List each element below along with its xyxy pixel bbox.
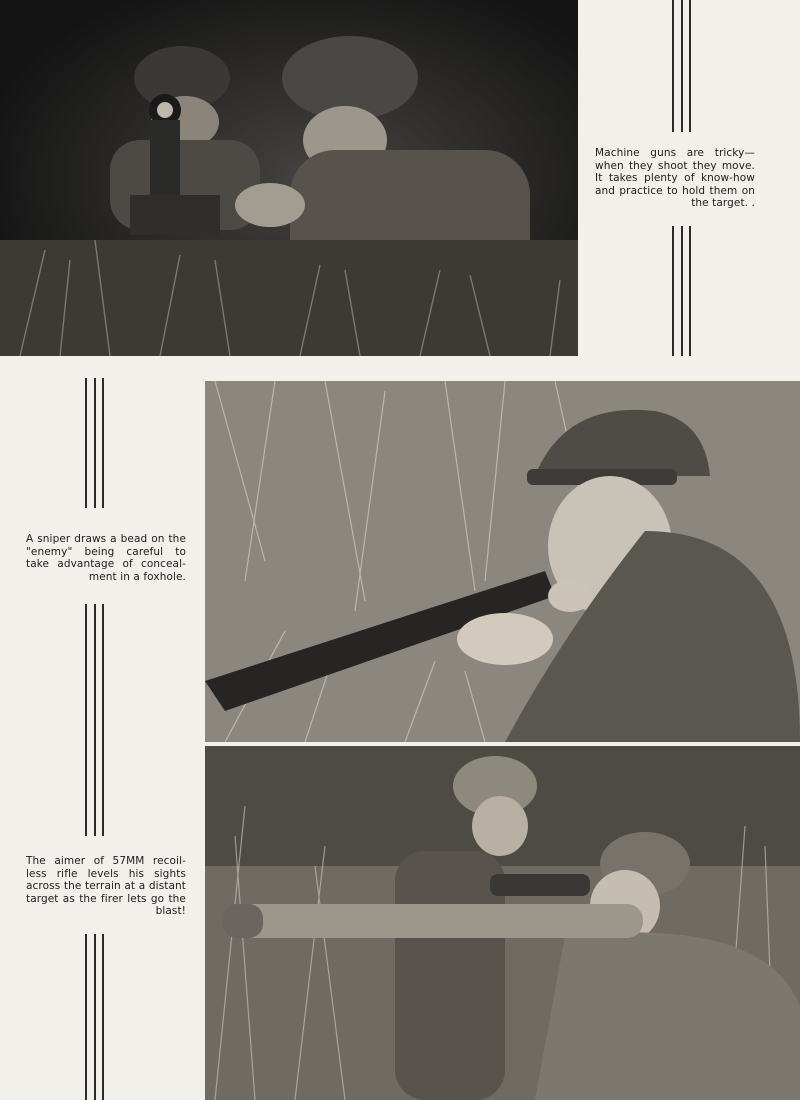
decorative-rule	[85, 604, 104, 836]
recoilless-rifle-caption: The aimer of 57MM recoil-less rifle levels his sights across the terrain at a distant target as the firer lets go the blast!	[26, 855, 186, 917]
decorative-rule	[85, 934, 104, 1100]
sniper-photo	[205, 381, 800, 742]
decorative-rule	[85, 378, 104, 508]
recoilless-rifle-photo	[205, 746, 800, 1100]
decorative-rule	[672, 226, 691, 356]
sniper-caption: A sniper draws a bead on the "enemy" being careful to take advantage of conceal-ment in a foxhole.	[26, 533, 186, 583]
machine-gun-caption: Machine guns are tricky— when they shoot they move. It takes plenty of know-how and practice to hold them on the target. .	[595, 147, 755, 209]
machine-gun-crew-photo	[0, 0, 578, 356]
decorative-rule	[672, 0, 691, 132]
